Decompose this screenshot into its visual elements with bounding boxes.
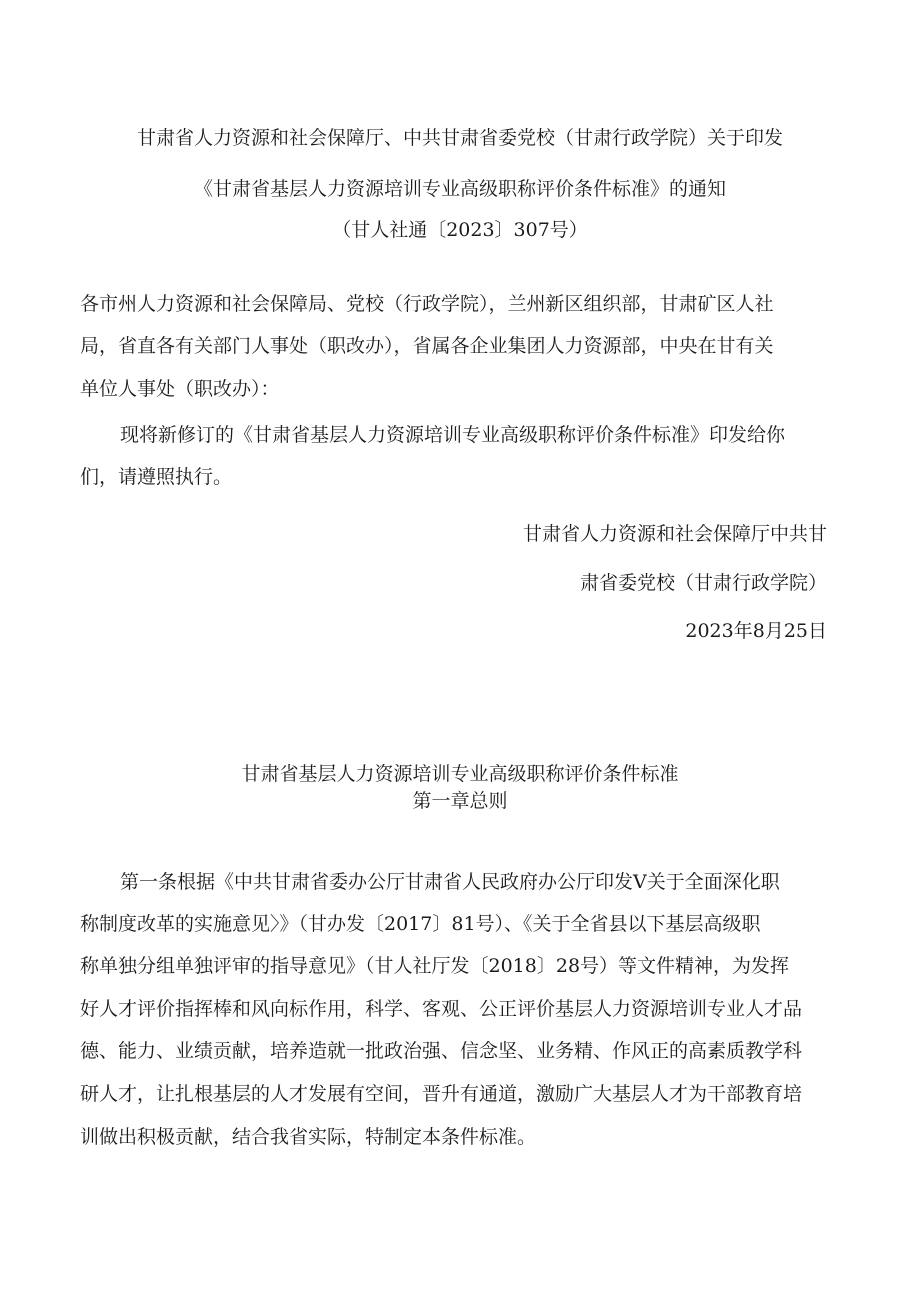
addressee-line: 单位人事处（职改办）： — [80, 378, 280, 400]
article-line: 称单独分组单独评审的指导意见》（甘人社厅发〔2018〕28号）等文件精神，为发挥 — [80, 955, 790, 977]
notice-title-line-2: 《甘肃省基层人力资源培训专业高级职称评价条件标准》的通知 — [193, 178, 726, 200]
chapter-heading: 第一章总则 — [412, 790, 508, 812]
standard-title: 甘肃省基层人力资源培训专业高级职称评价条件标准 — [241, 763, 679, 785]
notice-body-line: 现将新修订的《甘肃省基层人力资源培训专业高级职称评价条件标准》印发给你 — [120, 424, 786, 446]
notice-body-line: 们，请遵照执行。 — [80, 466, 233, 488]
signature-line-1: 甘肃省人力资源和社会保障厅中共甘 — [522, 523, 827, 545]
addressee-line: 各市州人力资源和社会保障局、党校（行政学院），兰州新区组织部，甘肃矿区人社 — [80, 293, 774, 315]
notice-title-line-1: 甘肃省人力资源和社会保障厅、中共甘肃省委党校（甘肃行政学院）关于印发 — [136, 127, 783, 149]
article-line: 第一条根据《中共甘肃省委办公厅甘肃省人民政府办公厅印发V关于全面深化职 — [120, 871, 780, 893]
article-line: 德、能力、业绩贡献，培养造就一批政治强、信念坚、业务精、作风正的高素质教学科 — [80, 1040, 803, 1062]
article-line: 训做出积极贡献，结合我省实际，特制定本条件标准。 — [80, 1126, 537, 1148]
addressee-line: 局，省直各有关部门人事处（职改办），省属各企业集团人力资源部，中央在甘有关 — [80, 335, 774, 357]
article-line: 好人才评价指挥棒和风向标作用，科学、客观、公正评价基层人力资源培训专业人才品 — [80, 998, 803, 1020]
signature-date: 2023年8月25日 — [685, 620, 827, 642]
signature-line-2: 肃省委党校（甘肃行政学院） — [579, 572, 827, 594]
article-line: 称制度改革的实施意见〉》（甘办发〔2017〕81号）、《关于全省县以下基层高级职 — [80, 913, 761, 935]
notice-doc-number: （甘人社通〔2023〕307号） — [332, 219, 588, 241]
article-line: 研人才，让扎根基层的人才发展有空间，晋升有通道，激励广大基层人才为干部教育培 — [80, 1083, 803, 1105]
